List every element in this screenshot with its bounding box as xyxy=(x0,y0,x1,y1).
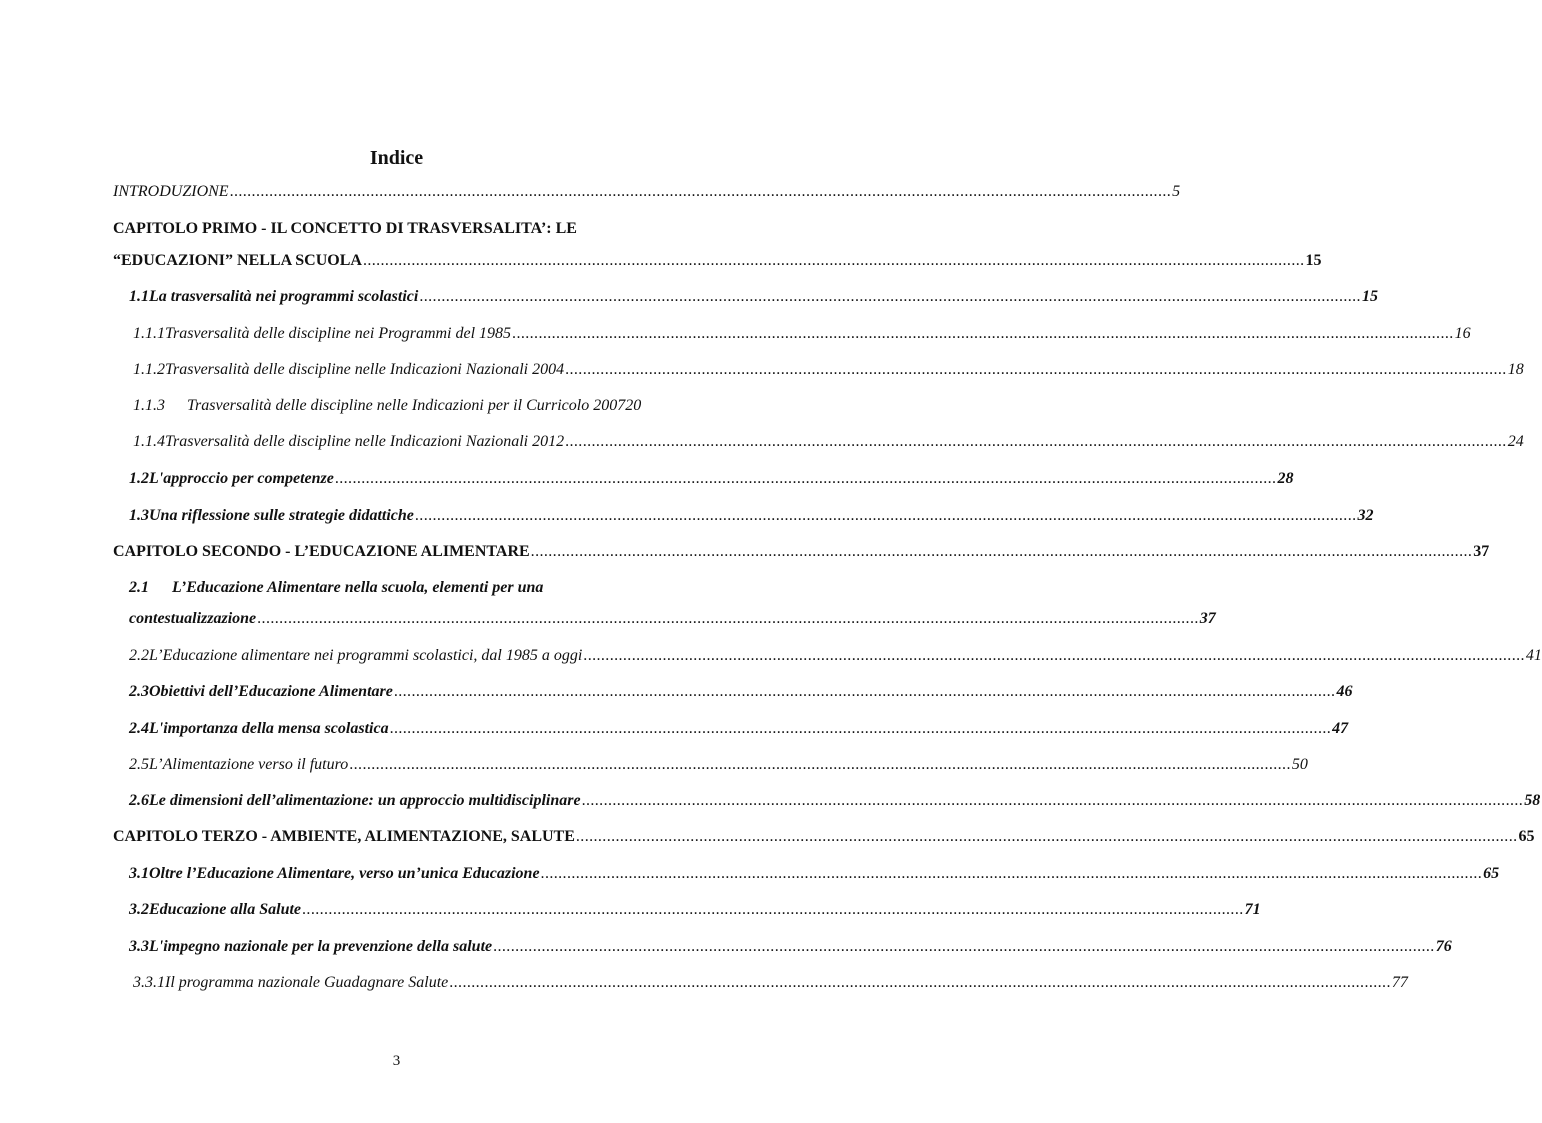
toc-entry-title: Le dimensioni dell’alimentazione: un approccio multidisciplinare xyxy=(149,792,581,809)
toc-entry-page: 76 xyxy=(1435,938,1452,955)
toc-entry-number: 3.2 xyxy=(129,901,149,918)
dot-leader: ...................................................................................................................................................................................................................... xyxy=(540,865,1483,882)
toc-entry-page: 50 xyxy=(1291,756,1308,773)
dot-leader: ...................................................................................................................................................................................................................... xyxy=(565,361,1507,378)
dot-leader: ...................................................................................................................................................................................................................... xyxy=(349,756,1291,773)
toc-entry-title: Il programma nazionale Guadagnare Salute xyxy=(165,974,449,991)
toc-entry-title: L'importanza della mensa scolastica xyxy=(149,720,389,737)
toc-entry-page: 65 xyxy=(1518,828,1535,845)
toc-entry-page: 24 xyxy=(1507,433,1524,450)
toc-entry-page: 77 xyxy=(1391,974,1408,991)
toc-entry-title: Trasversalità delle discipline nelle Indicazioni per il Curricolo 2007 xyxy=(187,397,626,414)
toc-entry-title: L'approccio per competenze xyxy=(149,470,334,487)
toc-section-3-2[interactable] xyxy=(129,900,1261,920)
toc-subsection-1-1-2[interactable] xyxy=(133,360,1524,380)
toc-entry-number: 1.1.2 xyxy=(133,361,165,378)
toc-chapter-3[interactable] xyxy=(113,827,1535,847)
dot-leader: ...................................................................................................................................................................................................................... xyxy=(575,828,1518,845)
toc-entry-number: 1.1 xyxy=(129,288,149,305)
dot-leader: ...................................................................................................................................................................................................................... xyxy=(449,974,1391,991)
toc-entry-page: 28 xyxy=(1277,470,1294,487)
toc-entry-page: 18 xyxy=(1507,361,1524,378)
toc-entry-page: 58 xyxy=(1524,792,1541,809)
toc-section-2-3[interactable] xyxy=(129,682,1353,702)
toc-entry-title: CAPITOLO TERZO - AMBIENTE, ALIMENTAZIONE, SALUTE xyxy=(113,828,575,845)
toc-section-1-2[interactable] xyxy=(129,469,1294,489)
dot-leader: ...................................................................................................................................................................................................................... xyxy=(414,507,1357,524)
toc-section-3-3[interactable] xyxy=(129,937,1452,957)
toc-entry-page: 47 xyxy=(1332,720,1349,737)
toc-entry-title-cont: “EDUCAZIONI” NELLA SCUOLA xyxy=(113,252,362,269)
toc-entry-title: CAPITOLO PRIMO - IL CONCETTO DI TRASVERSALITA’: LE xyxy=(113,220,577,237)
toc-subsection-3-3-1[interactable] xyxy=(133,973,1408,993)
toc-entry-title-cont: contestualizzazione xyxy=(129,610,257,627)
dot-leader: ...................................................................................................................................................................................................................... xyxy=(565,433,1507,450)
toc-entry-page: 46 xyxy=(1336,683,1353,700)
dot-leader: ...................................................................................................................................................................................................................... xyxy=(302,901,1244,918)
dot-leader: ...................................................................................................................................................................................................................... xyxy=(334,470,1277,487)
toc-entry-title: Educazione alla Salute xyxy=(149,901,302,918)
dot-leader: ...................................................................................................................................................................................................................... xyxy=(362,252,1305,269)
toc-entry-title: INTRODUZIONE xyxy=(113,183,229,200)
dot-leader: ...................................................................................................................................................................................................................... xyxy=(581,792,1524,809)
toc-section-2-2[interactable] xyxy=(129,646,1542,666)
dot-leader: ...................................................................................................................................................................................................................... xyxy=(493,938,1435,955)
toc-entry-number: 3.1 xyxy=(129,865,149,882)
dot-leader: ...................................................................................................................................................................................................................... xyxy=(389,720,1332,737)
toc-section-1-3[interactable] xyxy=(129,506,1374,526)
toc-entry-page: 32 xyxy=(1357,507,1374,524)
toc-entry-number: 2.3 xyxy=(129,683,149,700)
toc-entry-number: 2.2 xyxy=(129,647,149,664)
toc-entry-number: 1.3 xyxy=(129,507,149,524)
toc-section-2-1-line-1[interactable] xyxy=(129,578,543,598)
toc-subsection-1-1-3[interactable] xyxy=(133,396,681,416)
toc-chapter-2[interactable] xyxy=(113,542,1490,562)
toc-entry-number: 1.1.1 xyxy=(133,325,165,342)
toc-entry-page: 5 xyxy=(1172,183,1181,200)
toc-subsection-1-1-1[interactable] xyxy=(133,324,1471,344)
toc-entry-page: 20 xyxy=(625,397,642,414)
toc-section-2-6[interactable] xyxy=(129,791,1541,811)
toc-chapter-1[interactable] xyxy=(113,251,1322,271)
toc-section-3-1[interactable] xyxy=(129,864,1500,884)
toc-entry-number: 2.1 xyxy=(129,579,149,596)
toc-entry-title: L’Alimentazione verso il futuro xyxy=(149,756,349,773)
toc-entry-page: 16 xyxy=(1454,325,1471,342)
dot-leader: ...................................................................................................................................................................................................................... xyxy=(419,288,1361,305)
toc-entry-title: Oltre l’Educazione Alimentare, verso un’unica Educazione xyxy=(149,865,540,882)
toc-entry-title: L’Educazione Alimentare nella scuola, elementi per una xyxy=(172,579,544,596)
toc-entry-page: 15 xyxy=(1305,252,1322,269)
toc-entry-number: 1.1.3 xyxy=(133,397,165,414)
toc-entry-page: 65 xyxy=(1483,865,1500,882)
dot-leader: ...................................................................................................................................................................................................................... xyxy=(583,647,1525,664)
dot-leader: ...................................................................................................................................................................................................................... xyxy=(530,543,1473,560)
dot-leader: ...................................................................................................................................................................................................................... xyxy=(229,183,1172,200)
toc-entry-title: Una riflessione sulle strategie didattiche xyxy=(149,507,414,524)
dot-leader: ...................................................................................................................................................................................................................... xyxy=(393,683,1336,700)
toc-entry-number: 3.3.1 xyxy=(133,974,165,991)
toc-entry-page: 41 xyxy=(1525,647,1542,664)
toc-entry-page: 37 xyxy=(1199,610,1216,627)
toc-entry-number: 2.4 xyxy=(129,720,149,737)
toc-entry-number: 2.6 xyxy=(129,792,149,809)
toc-entry-number: 2.5 xyxy=(129,756,149,773)
toc-chapter-1-line-1[interactable] xyxy=(113,219,577,239)
toc-section-2-5[interactable] xyxy=(129,755,1308,775)
toc-section-2-4[interactable] xyxy=(129,719,1349,739)
toc-entry-title: CAPITOLO SECONDO - L’EDUCAZIONE ALIMENTARE xyxy=(113,543,530,560)
toc-entry-page: 15 xyxy=(1361,288,1378,305)
page-number: 3 xyxy=(392,1053,401,1069)
toc-entry-title: L’Educazione alimentare nei programmi scolastici, dal 1985 a oggi xyxy=(149,647,583,664)
toc-section-2-1[interactable] xyxy=(129,609,1216,629)
toc-subsection-1-1-4[interactable] xyxy=(133,432,1524,452)
toc-entry-number: 1.1.4 xyxy=(133,433,165,450)
page-title: Indice xyxy=(369,147,424,169)
toc-entry-title: Trasversalità delle discipline nelle Indicazioni Nazionali 2004 xyxy=(165,361,565,378)
dot-leader: ...................................................................................................................................................................................................................... xyxy=(257,610,1199,627)
toc-entry-introduzione[interactable] xyxy=(113,182,1181,202)
toc-entry-title: Obiettivi dell’Educazione Alimentare xyxy=(149,683,393,700)
toc-entry-title: La trasversalità nei programmi scolastici xyxy=(149,288,419,305)
toc-entry-page: 37 xyxy=(1473,543,1490,560)
toc-entry-number: 1.2 xyxy=(129,470,149,487)
toc-entry-title: L'impegno nazionale per la prevenzione della salute xyxy=(149,938,493,955)
toc-entry-title: Trasversalità delle discipline nei Programmi del 1985 xyxy=(165,325,512,342)
toc-section-1-1[interactable] xyxy=(129,287,1378,307)
toc-entry-page: 71 xyxy=(1244,901,1261,918)
toc-entry-number: 3.3 xyxy=(129,938,149,955)
toc-entry-title: Trasversalità delle discipline nelle Indicazioni Nazionali 2012 xyxy=(165,433,565,450)
dot-leader: ...................................................................................................................................................................................................................... xyxy=(512,325,1454,342)
